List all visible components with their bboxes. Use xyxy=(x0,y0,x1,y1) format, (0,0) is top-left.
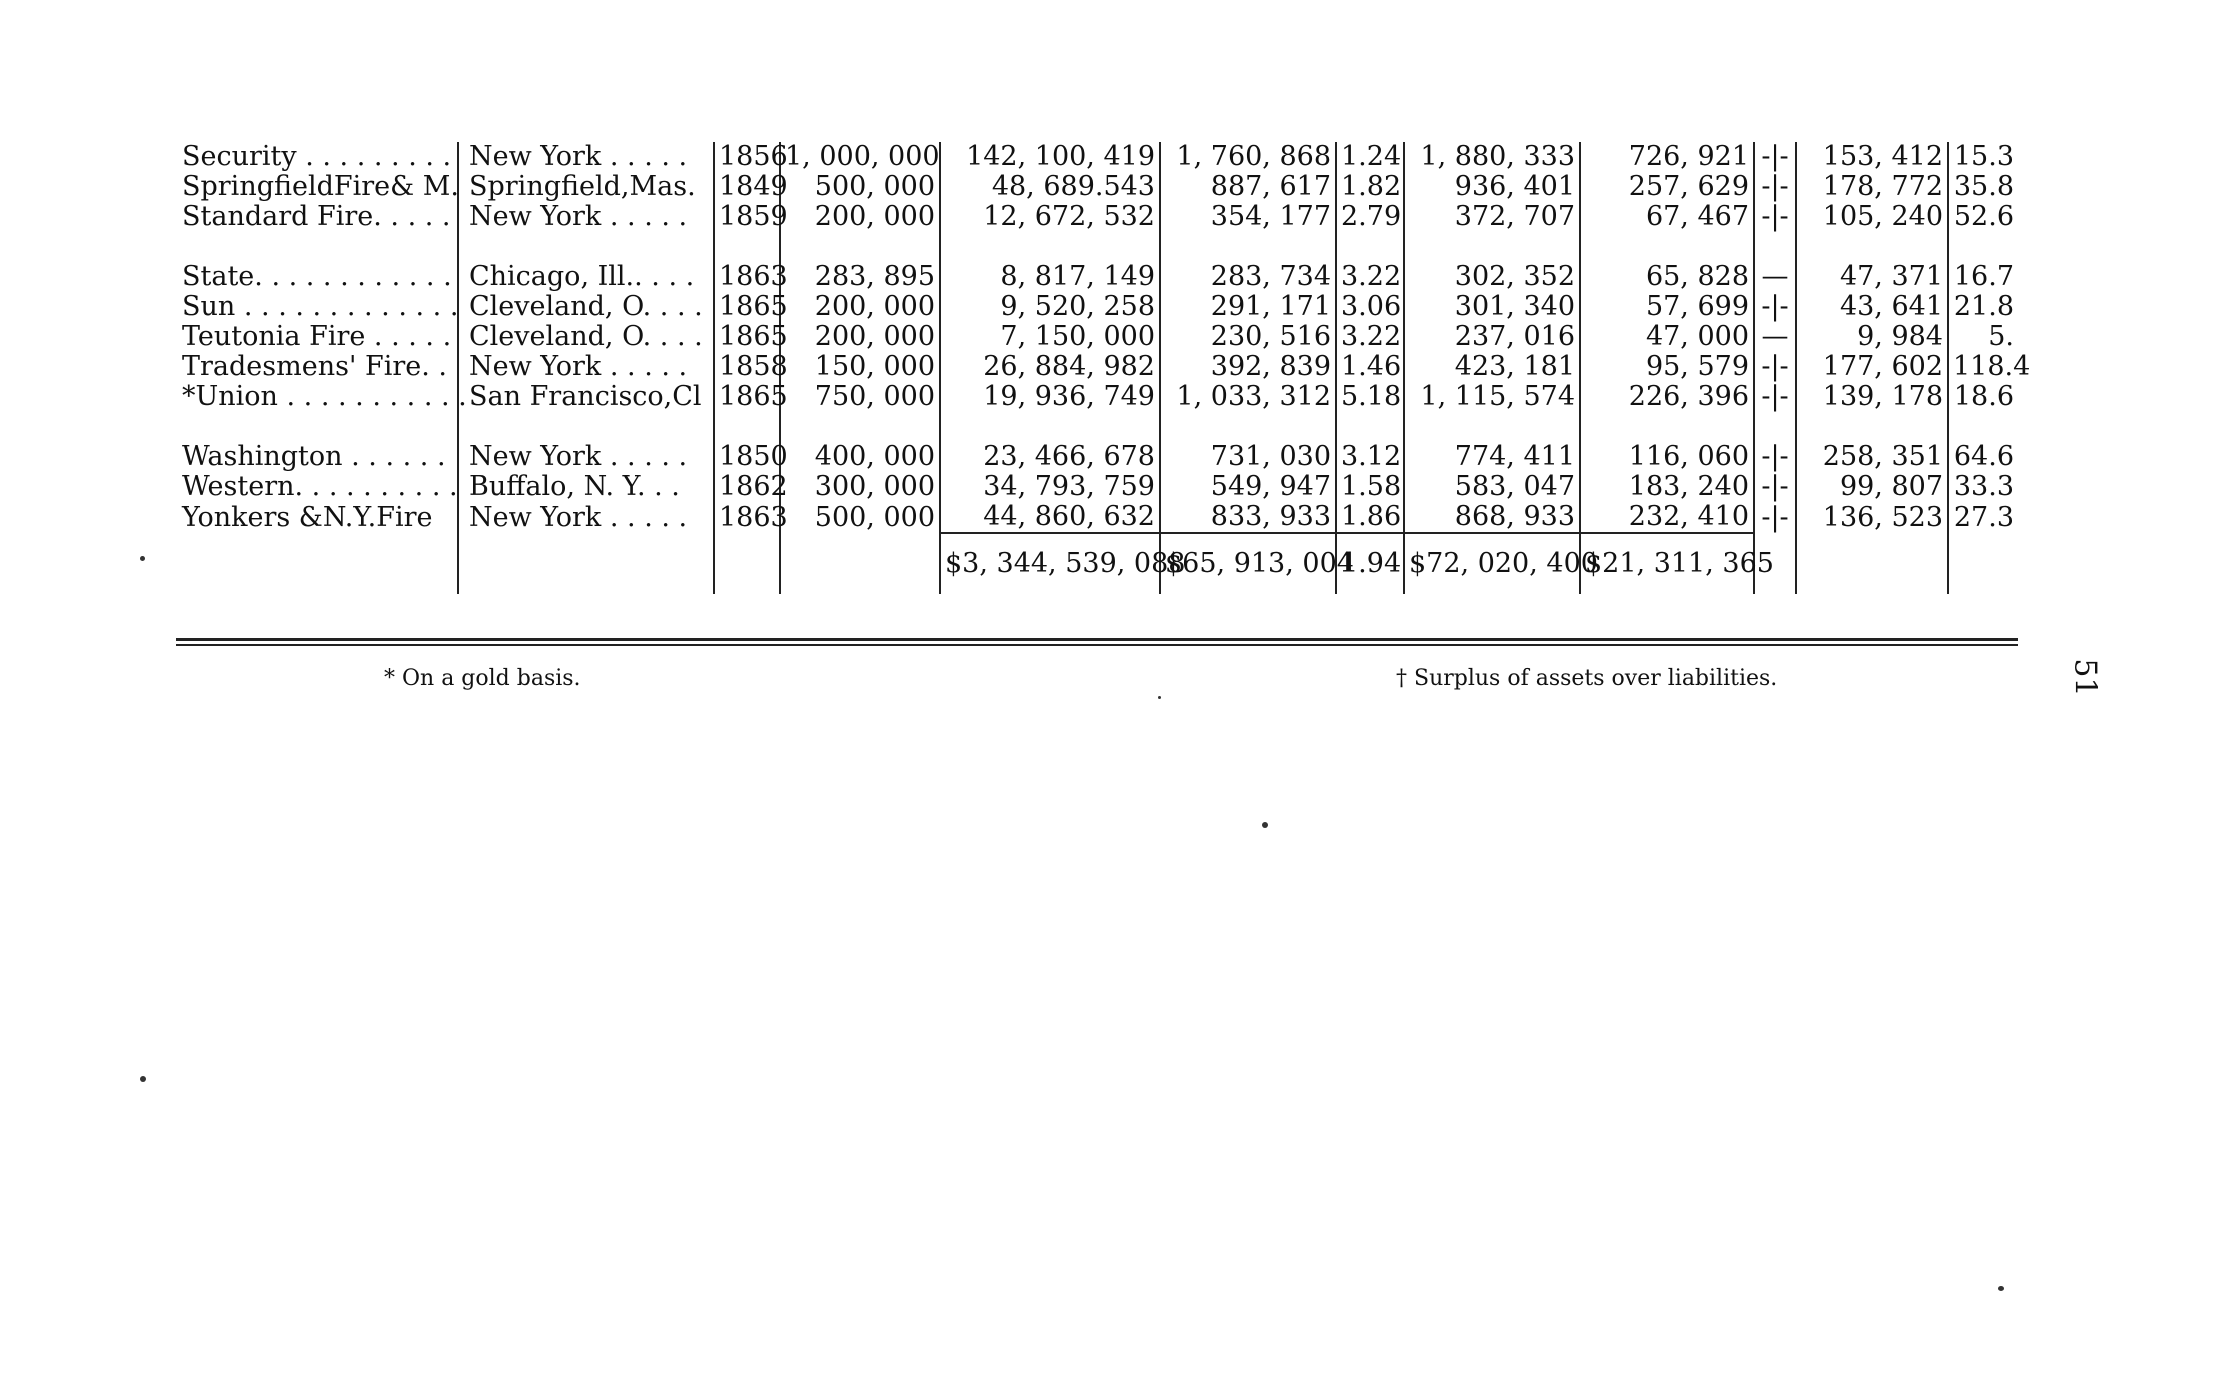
cell-surplus: 139, 178 xyxy=(1796,382,1948,412)
spacer-cell xyxy=(1160,412,1336,442)
cell-location: New York . . . . . xyxy=(458,352,714,382)
table-row xyxy=(178,202,2018,232)
cell-losses: 95, 579 xyxy=(1580,352,1754,382)
cell-location: Chicago, Ill.. . . . xyxy=(458,262,714,292)
cell-income: 423, 181 xyxy=(1404,352,1580,382)
spacer-cell xyxy=(1754,232,1796,262)
cell-location: New York . . . . . xyxy=(458,442,714,472)
cell-risks: 142, 100, 419 xyxy=(940,142,1160,172)
cell-premiums: 354, 177 xyxy=(1160,202,1336,232)
cell-capital: 500, 000 xyxy=(780,502,940,533)
spacer-cell xyxy=(714,412,780,442)
spacer-cell xyxy=(940,412,1160,442)
cell-capital: 400, 000 xyxy=(780,442,940,472)
print-speck xyxy=(1262,822,1268,828)
cell-pct: 16.7 xyxy=(1948,262,2018,292)
cell-location: New York . . . . . xyxy=(458,202,714,232)
cell-risks: 12, 672, 532 xyxy=(940,202,1160,232)
cell-name: Teutonia Fire . . . . . xyxy=(182,321,452,352)
cell-premiums: 230, 516 xyxy=(1160,322,1336,352)
cell-year: 1850 xyxy=(714,442,780,472)
cell-capital: 283, 895 xyxy=(780,262,940,292)
totals-empty-cell xyxy=(458,533,714,594)
totals-empty-cell xyxy=(714,533,780,594)
cell-surplus: 9, 984 xyxy=(1796,322,1948,352)
cell-premiums: 1, 760, 868 xyxy=(1160,142,1336,172)
print-speck xyxy=(1998,1286,2004,1291)
table-row xyxy=(178,292,2018,322)
cell-rate: 3.22 xyxy=(1336,262,1404,292)
cell-year: 1863 xyxy=(714,502,780,533)
cell-sign: — xyxy=(1754,262,1796,292)
cell-sign: -|- xyxy=(1754,352,1796,382)
cell-location: Cleveland, O. . . . xyxy=(458,292,714,322)
spacer-cell xyxy=(1404,232,1580,262)
cell-sign: -|- xyxy=(1754,172,1796,202)
cell-surplus: 153, 412 xyxy=(1796,142,1948,172)
cell-capital: 500, 000 xyxy=(780,172,940,202)
cell-risks: 23, 466, 678 xyxy=(940,442,1160,472)
cell-name: Washington . . . . . . xyxy=(182,441,446,472)
insurance-companies-table xyxy=(178,141,2031,594)
cell-risks: 44, 860, 632 xyxy=(940,502,1160,533)
cell-year: 1862 xyxy=(714,472,780,502)
cell-name: Security . . . . . . . . . xyxy=(182,141,452,172)
cell-income: 1, 880, 333 xyxy=(1404,142,1580,172)
spacer-cell xyxy=(178,232,458,262)
cell-rate: 1.58 xyxy=(1336,472,1404,502)
cell-sign: -|- xyxy=(1754,442,1796,472)
cell-pct: 52.6 xyxy=(1948,202,2018,232)
totals-row xyxy=(178,533,2018,594)
cell-income: 1, 115, 574 xyxy=(1404,382,1580,412)
cell-rate: 2.79 xyxy=(1336,202,1404,232)
spacer-cell xyxy=(1948,232,2018,262)
print-speck xyxy=(140,556,145,561)
cell-income: 237, 016 xyxy=(1404,322,1580,352)
cell-risks: 9, 520, 258 xyxy=(940,292,1160,322)
cell-losses: 67, 467 xyxy=(1580,202,1754,232)
cell-name: *Union . . . . . . . . . . . xyxy=(182,381,467,412)
totals-empty-cell xyxy=(1948,533,2018,594)
spacer-cell xyxy=(714,232,780,262)
page-number: 51 xyxy=(2067,658,2103,697)
cell-income: 302, 352 xyxy=(1404,262,1580,292)
cell-year: 1856 xyxy=(714,142,780,172)
cell-rate: 5.18 xyxy=(1336,382,1404,412)
spacer-cell xyxy=(1580,412,1754,442)
cell-premiums: 731, 030 xyxy=(1160,442,1336,472)
cell-sign: -|- xyxy=(1754,502,1796,533)
cell-income: 372, 707 xyxy=(1404,202,1580,232)
cell-losses: 232, 410 xyxy=(1580,502,1754,533)
cell-rate: 1.86 xyxy=(1336,502,1404,533)
cell-income: 301, 340 xyxy=(1404,292,1580,322)
cell-risks: 7, 150, 000 xyxy=(940,322,1160,352)
cell-surplus: 47, 371 xyxy=(1796,262,1948,292)
cell-income: 936, 401 xyxy=(1404,172,1580,202)
cell-losses: 47, 000 xyxy=(1580,322,1754,352)
table-spacer-row xyxy=(178,232,2018,262)
cell-location: San Francisco,Cl xyxy=(458,382,714,412)
spacer-cell xyxy=(1580,232,1754,262)
cell-surplus: 43, 641 xyxy=(1796,292,1948,322)
table-row xyxy=(178,262,2018,292)
cell-capital: 750, 000 xyxy=(780,382,940,412)
total-income: $72, 020, 400 xyxy=(1404,533,1580,594)
cell-income: 868, 933 xyxy=(1404,502,1580,533)
cell-risks: 8, 817, 149 xyxy=(940,262,1160,292)
total-losses: $21, 311, 365 xyxy=(1580,533,1754,594)
cell-location: New York . . . . . xyxy=(458,142,714,172)
cell-name: Standard Fire. . . . . xyxy=(182,201,451,232)
cell-risks: 19, 936, 749 xyxy=(940,382,1160,412)
cell-location: New York . . . . . xyxy=(458,502,714,533)
cell-rate: 1.24 xyxy=(1336,142,1404,172)
cell-rate: 3.22 xyxy=(1336,322,1404,352)
spacer-cell xyxy=(1948,412,2018,442)
cell-losses: 65, 828 xyxy=(1580,262,1754,292)
cell-sign: -|- xyxy=(1754,292,1796,322)
cell-losses: 57, 699 xyxy=(1580,292,1754,322)
footnote-surplus: † Surplus of assets over liabilities. xyxy=(1396,666,1778,691)
cell-capital: 1, 000, 000 xyxy=(780,142,940,172)
cell-premiums: 887, 617 xyxy=(1160,172,1336,202)
totals-empty-cell xyxy=(1796,533,1948,594)
cell-risks: 26, 884, 982 xyxy=(940,352,1160,382)
cell-location: Buffalo, N. Y. . . xyxy=(458,472,714,502)
cell-capital: 150, 000 xyxy=(780,352,940,382)
cell-pct: 15.3 xyxy=(1948,142,2018,172)
cell-sign: — xyxy=(1754,322,1796,352)
totals-empty-cell xyxy=(178,533,458,594)
totals-empty-cell xyxy=(780,533,940,594)
cell-capital: 300, 000 xyxy=(780,472,940,502)
cell-year: 1865 xyxy=(714,382,780,412)
cell-surplus: 177, 602 xyxy=(1796,352,1948,382)
table-row xyxy=(178,472,2018,502)
print-speck xyxy=(1158,696,1161,699)
cell-name: Yonkers &N.Y.Fire xyxy=(182,501,433,533)
cell-surplus: 99, 807 xyxy=(1796,472,1948,502)
cell-name: Tradesmens' Fire. . xyxy=(182,351,447,382)
cell-name: State. . . . . . . . . . . . xyxy=(182,261,452,292)
cell-year: 1859 xyxy=(714,202,780,232)
cell-year: 1858 xyxy=(714,352,780,382)
total-risks: $3, 344, 539, 088 xyxy=(940,533,1160,594)
table-spacer-row xyxy=(178,412,2018,442)
spacer-cell xyxy=(1160,232,1336,262)
spacer-cell xyxy=(178,412,458,442)
cell-pct: 64.6 xyxy=(1948,442,2018,472)
spacer-cell xyxy=(1404,412,1580,442)
cell-pct: 5. xyxy=(1948,322,2018,352)
cell-income: 583, 047 xyxy=(1404,472,1580,502)
cell-pct: 35.8 xyxy=(1948,172,2018,202)
cell-pct: 21.8 xyxy=(1948,292,2018,322)
cell-premiums: 549, 947 xyxy=(1160,472,1336,502)
spacer-cell xyxy=(780,412,940,442)
cell-premiums: 283, 734 xyxy=(1160,262,1336,292)
cell-losses: 226, 396 xyxy=(1580,382,1754,412)
total-premiums: $65, 913, 004 xyxy=(1160,533,1336,594)
cell-premiums: 1, 033, 312 xyxy=(1160,382,1336,412)
cell-year: 1863 xyxy=(714,262,780,292)
cell-income: 774, 411 xyxy=(1404,442,1580,472)
spacer-cell xyxy=(458,232,714,262)
cell-premiums: 392, 839 xyxy=(1160,352,1336,382)
cell-losses: 183, 240 xyxy=(1580,472,1754,502)
cell-pct: 33.3 xyxy=(1948,472,2018,502)
cell-sign: -|- xyxy=(1754,142,1796,172)
table-row xyxy=(178,352,2018,382)
cell-location: Cleveland, O. . . . xyxy=(458,322,714,352)
spacer-cell xyxy=(940,232,1160,262)
cell-sign: -|- xyxy=(1754,382,1796,412)
cell-premiums: 833, 933 xyxy=(1160,502,1336,533)
cell-sign: -|- xyxy=(1754,472,1796,502)
cell-rate: 1.46 xyxy=(1336,352,1404,382)
footnote-gold-basis: * On a gold basis. xyxy=(384,666,581,691)
cell-year: 1865 xyxy=(714,292,780,322)
cell-year: 1849 xyxy=(714,172,780,202)
cell-surplus: 136, 523 xyxy=(1796,502,1948,533)
cell-surplus: 178, 772 xyxy=(1796,172,1948,202)
cell-name: Sun . . . . . . . . . . . . . xyxy=(182,291,459,322)
spacer-cell xyxy=(1336,412,1404,442)
cell-pct: 18.6 xyxy=(1948,382,2018,412)
spacer-cell xyxy=(780,232,940,262)
cell-surplus: 105, 240 xyxy=(1796,202,1948,232)
spacer-cell xyxy=(1796,232,1948,262)
table-row xyxy=(178,172,2018,202)
cell-name: Western. . . . . . . . . . xyxy=(182,471,458,502)
spacer-cell xyxy=(1754,412,1796,442)
cell-rate: 3.06 xyxy=(1336,292,1404,322)
cell-capital: 200, 000 xyxy=(780,322,940,352)
cell-capital: 200, 000 xyxy=(780,202,940,232)
cell-rate: 3.12 xyxy=(1336,442,1404,472)
table-row xyxy=(178,442,2018,472)
table-row xyxy=(178,382,2018,412)
cell-risks: 48, 689.543 xyxy=(940,172,1160,202)
print-speck xyxy=(140,1076,146,1082)
insurance-table-wrap xyxy=(178,141,2031,594)
table-row xyxy=(178,502,2018,533)
cell-surplus: 258, 351 xyxy=(1796,442,1948,472)
cell-premiums: 291, 171 xyxy=(1160,292,1336,322)
table-row xyxy=(178,142,2018,172)
cell-losses: 726, 921 xyxy=(1580,142,1754,172)
spacer-cell xyxy=(458,412,714,442)
spacer-cell xyxy=(1796,412,1948,442)
cell-rate: 1.82 xyxy=(1336,172,1404,202)
cell-losses: 116, 060 xyxy=(1580,442,1754,472)
table-bottom-double-rule xyxy=(176,638,2018,646)
cell-year: 1865 xyxy=(714,322,780,352)
table-body xyxy=(178,141,2031,594)
cell-sign: -|- xyxy=(1754,202,1796,232)
table-row xyxy=(178,322,2018,352)
cell-pct: 118.4 xyxy=(1948,352,2018,382)
cell-risks: 34, 793, 759 xyxy=(940,472,1160,502)
cell-capital: 200, 000 xyxy=(780,292,940,322)
cell-pct: 27.3 xyxy=(1948,502,2018,533)
spacer-cell xyxy=(1336,232,1404,262)
cell-location: Springfield,Mas. xyxy=(458,172,714,202)
cell-name: SpringfieldFire& M. xyxy=(182,171,460,202)
total-rate: 1.94 xyxy=(1336,533,1404,594)
cell-losses: 257, 629 xyxy=(1580,172,1754,202)
